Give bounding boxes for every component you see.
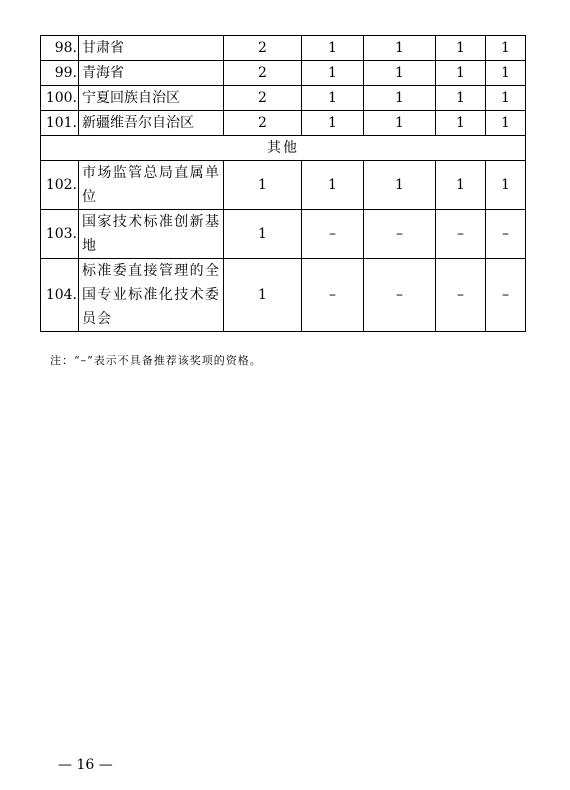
quota-cell: – [486, 259, 526, 332]
quota-cell: 1 [486, 161, 526, 210]
quota-cell: 1 [364, 86, 436, 111]
table-row [41, 86, 526, 111]
quota-cell: – [302, 210, 364, 259]
quota-cell: 1 [364, 61, 436, 86]
region-name: 新疆维吾尔自治区 [79, 111, 224, 136]
row-number: 100. [41, 86, 79, 111]
table-row [41, 61, 526, 86]
quota-cell: 1 [302, 61, 364, 86]
region-name: 青海省 [79, 61, 224, 86]
quota-cell: 1 [436, 61, 486, 86]
quota-cell: 1 [302, 36, 364, 61]
table-footnote: 注：“–”表示不具备推荐该奖项的资格。 [50, 354, 262, 367]
quota-cell: 1 [224, 161, 302, 210]
region-name: 甘肃省 [79, 36, 224, 61]
quota-cell: 2 [224, 111, 302, 136]
quota-cell: 1 [486, 61, 526, 86]
quota-cell: 1 [302, 86, 364, 111]
quota-cell: 2 [224, 86, 302, 111]
quota-cell: 1 [486, 86, 526, 111]
page-number: — 16 — [58, 757, 113, 773]
quota-cell: 1 [224, 210, 302, 259]
row-number: 102. [41, 161, 79, 210]
quota-cell: 1 [302, 161, 364, 210]
row-number: 103. [41, 210, 79, 259]
quota-cell: 1 [436, 36, 486, 61]
region-name: 宁夏回族自治区 [79, 86, 224, 111]
unit-name: 市场监管总局直属单位 [79, 161, 224, 210]
table-row [41, 210, 526, 259]
quota-cell: 2 [224, 36, 302, 61]
unit-name: 标准委直接管理的全国专业标准化技术委员会 [79, 259, 224, 332]
table-row [41, 161, 526, 210]
quota-cell: – [364, 259, 436, 332]
table-row [41, 36, 526, 61]
quota-cell: 1 [364, 161, 436, 210]
quota-cell: – [486, 210, 526, 259]
quota-cell: 1 [364, 36, 436, 61]
row-number: 104. [41, 259, 79, 332]
quota-cell: – [436, 259, 486, 332]
quota-cell: – [302, 259, 364, 332]
row-number: 98. [41, 36, 79, 61]
quota-cell: 1 [486, 36, 526, 61]
section-header-row [41, 136, 526, 161]
quota-cell: 1 [436, 111, 486, 136]
table-row [41, 259, 526, 332]
quota-cell: 2 [224, 61, 302, 86]
row-number: 101. [41, 111, 79, 136]
unit-name: 国家技术标准创新基地 [79, 210, 224, 259]
quota-table [40, 35, 526, 332]
quota-cell: 1 [224, 259, 302, 332]
section-title: 其他 [41, 136, 526, 161]
quota-cell: 1 [436, 161, 486, 210]
quota-cell: – [364, 210, 436, 259]
quota-cell: 1 [486, 111, 526, 136]
row-number: 99. [41, 61, 79, 86]
quota-cell: 1 [364, 111, 436, 136]
quota-cell: – [436, 210, 486, 259]
quota-cell: 1 [302, 111, 364, 136]
quota-cell: 1 [436, 86, 486, 111]
table-row [41, 111, 526, 136]
